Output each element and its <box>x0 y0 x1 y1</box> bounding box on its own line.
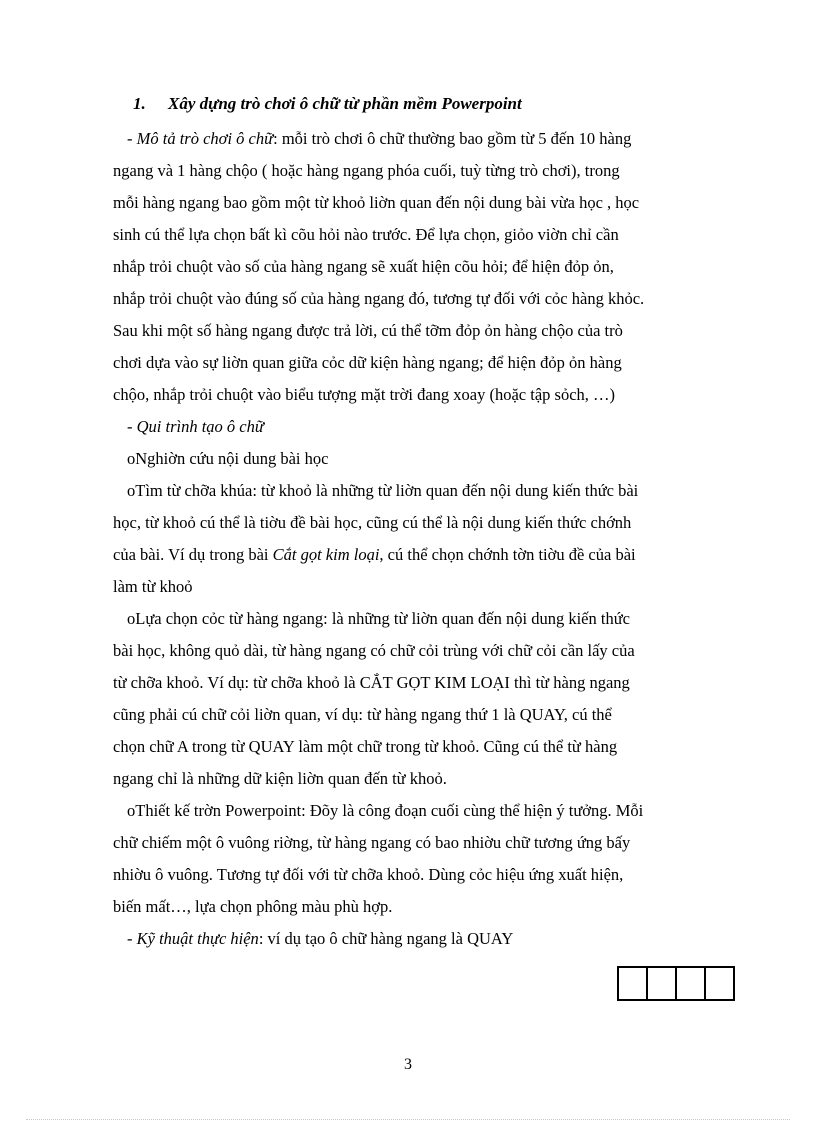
step-3-line: bài học, không quỏ dài, từ hàng ngang có chữ cỏi trùng với chữ cỏi cần lấy của <box>113 641 635 660</box>
step-3-line: từ chỡa khoỏ. Ví dụ: từ chỡa khoỏ là CẮT GỌT KIM LOẠI thì từ hàng ngang <box>113 673 630 692</box>
intro-line: ngang và 1 hàng chộo ( hoặc hàng ngang phóa cuối, tuỳ từng trò chơi), trong <box>113 161 620 180</box>
intro-line: mỗi hàng ngang bao gồm một từ khoỏ liờn quan đến nội dung bài vừa học , học <box>113 193 640 212</box>
body-text <box>113 123 743 955</box>
intro-line-rest: : mỗi trò chơi ô chữ thường bao gồm từ 5 đến 10 hàng <box>273 129 632 148</box>
step-3-line: cũng phải cú chữ cỏi liờn quan, ví dụ: từ hàng ngang thứ 1 là QUAY, cú thể <box>113 705 612 724</box>
crossword-cell <box>706 968 733 999</box>
heading-number: 1. <box>133 94 146 113</box>
process-label: Qui trình tạo ô chữ <box>136 417 264 436</box>
intro-label: Mô tả trò chơi ô chữ <box>136 129 274 148</box>
bullet-dash: - <box>127 929 137 948</box>
page-bottom-divider <box>26 1119 790 1120</box>
lesson-title: Cắt gọt kim loại <box>272 545 380 564</box>
step-3-first-line: oLựa chọn cỏc từ hàng ngang: là những từ liờn quan đến nội dung kiến thức <box>127 609 630 628</box>
intro-line: Sau khi một số hàng ngang được trả lời, cú thể tỡm đỏp ỏn hàng chộo của trò <box>113 321 623 340</box>
intro-line: chộo, nhắp trỏi chuột vào biểu tượng mặt trời đang xoay (hoặc tập sỏch, …) <box>113 385 616 404</box>
section-heading <box>133 94 522 114</box>
process-heading <box>113 411 743 443</box>
step-2-line: làm từ khoỏ <box>113 577 193 596</box>
step-2-text: , cú thể chọn chớnh tờn tiờu đề của bài <box>379 545 636 564</box>
intro-line: nhắp trỏi chuột vào đúng số của hàng ngang đó, tương tự đối với cỏc hàng khỏc. <box>113 289 645 308</box>
intro-first-line <box>113 123 743 155</box>
intro-line: sinh cú thể lựa chọn bất kì cõu hỏi nào trước. Để lựa chọn, giỏo viờn chỉ cần <box>113 225 619 244</box>
step-4-line: nhiờu ô vuông. Tương tự đối với từ chỡa khoỏ. Dùng cỏc hiệu ứng xuất hiện, <box>113 865 624 884</box>
crossword-cell <box>619 968 648 999</box>
bullet-dash: - <box>127 417 137 436</box>
technique-rest: : ví dụ tạo ô chữ hàng ngang là QUAY <box>258 929 514 948</box>
step-4-line: biến mất…, lựa chọn phông màu phù hợp. <box>113 897 393 916</box>
step-4-first-line: oThiết kế trờn Powerpoint: Đõy là công đoạn cuối cùng thể hiện ý tưởng. Mỗi <box>127 801 644 820</box>
step-2-text: của bài. Ví dụ trong bài <box>113 545 273 564</box>
step-4-line: chữ chiếm một ô vuông riờng, từ hàng ngang có bao nhiờu chữ tương ứng bấy <box>113 833 631 852</box>
intro-line: chơi dựa vào sự liờn quan giữa cỏc dữ kiện hàng ngang; để hiện đỏp ỏn hàng <box>113 353 622 372</box>
heading-title: Xây dựng trò chơi ô chữ từ phần mềm Powerpoint <box>168 94 522 113</box>
step-2-line: học, từ khoỏ cú thể là tiờu đề bài học, cũng cú thể là nội dung kiến thức chớnh <box>113 513 632 532</box>
crossword-cell <box>677 968 706 999</box>
step-2-line <box>113 539 743 571</box>
step-3-line: ngang chỉ là những dữ kiện liờn quan đến từ khoỏ. <box>113 769 447 788</box>
page-number: 3 <box>404 1056 412 1073</box>
step-3-line: chọn chữ A trong từ QUAY làm một chữ trong từ khoỏ. Cũng cú thể từ hàng <box>113 737 618 756</box>
crossword-row-grid <box>617 966 735 1001</box>
step-1: oNghiờn cứu nội dung bài học <box>127 449 329 468</box>
intro-line: nhắp trỏi chuột vào số của hàng ngang sẽ xuất hiện cõu hỏi; để hiện đỏp ỏn, <box>113 257 614 276</box>
technique-line <box>113 923 743 955</box>
crossword-cell <box>648 968 677 999</box>
step-2-first-line: oTìm từ chỡa khúa: từ khoỏ là những từ liờn quan đến nội dung kiến thức bài <box>127 481 639 500</box>
technique-label: Kỹ thuật thực hiện <box>136 929 259 948</box>
bullet-dash: - <box>127 129 137 148</box>
